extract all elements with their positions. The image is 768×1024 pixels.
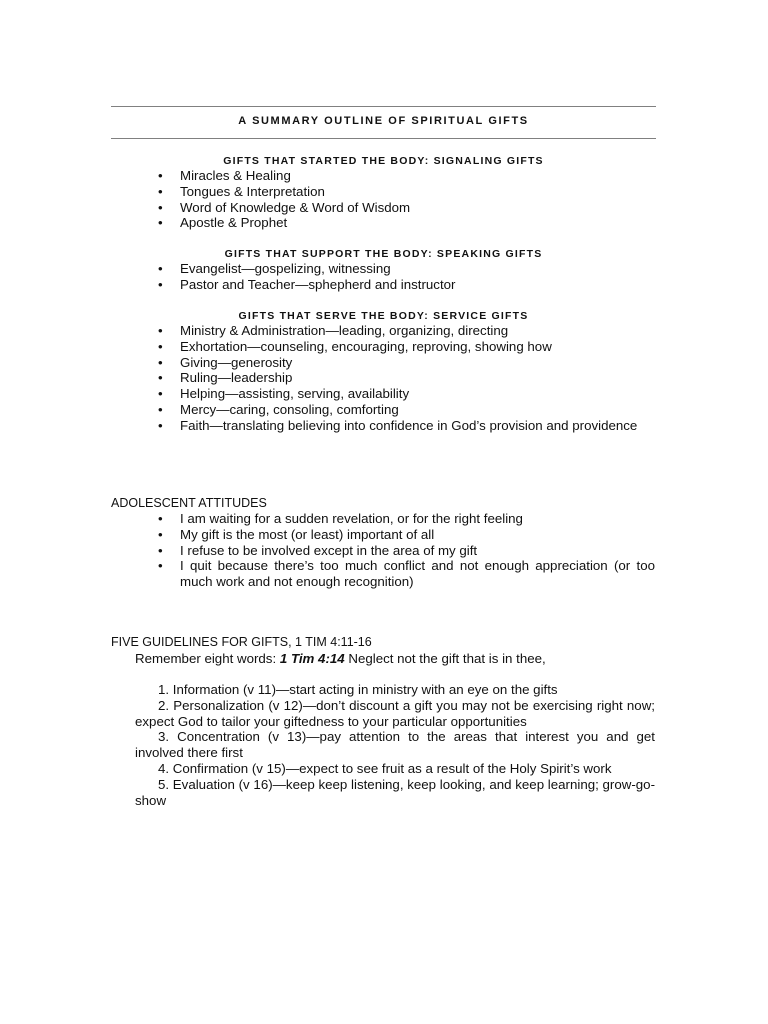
- guidelines-list: [135, 682, 655, 808]
- list-item: [155, 402, 655, 418]
- guideline-item: 2. Personalization (v 12)—don’t discount a gift you may not be exercising right now; expect God to tailor your giftedness to your particular opportunities: [135, 697, 655, 729]
- list-item-text: I am waiting for a sudden revelation, or for the right feeling: [180, 511, 523, 526]
- speaking-gifts-list: [155, 261, 655, 293]
- list-item-text: Mercy—caring, consoling, comforting: [180, 401, 399, 417]
- list-item: [155, 386, 655, 402]
- adolescent-attitudes-list: [155, 511, 655, 590]
- list-item-text: Tongues & Interpretation: [180, 183, 325, 199]
- list-item-text: I refuse to be involved except in the area of my gift: [180, 542, 478, 558]
- bullet-icon: •: [158, 386, 163, 402]
- list-item: [155, 511, 655, 527]
- list-item-text: Exhortation—counseling, encouraging, reproving, showing how: [180, 338, 552, 354]
- bullet-icon: •: [158, 323, 163, 338]
- signaling-gifts-list: [155, 168, 655, 231]
- scripture-reference: 1 Tim 4:14: [279, 651, 345, 666]
- bullet-icon: •: [158, 199, 163, 215]
- list-item-text: Ruling—leadership: [180, 370, 293, 386]
- adolescent-attitudes-heading: ADOLESCENT ATTITUDES: [111, 496, 267, 510]
- list-item: [155, 339, 655, 355]
- list-item-text: Evangelist—gospelizing, witnessing: [180, 261, 391, 276]
- list-item: [155, 215, 655, 231]
- list-item: [155, 261, 655, 277]
- bullet-icon: •: [158, 261, 163, 276]
- list-item-text: Ministry & Administration—leading, organizing, directing: [180, 323, 509, 338]
- list-item: [155, 527, 655, 543]
- bullet-icon: •: [158, 401, 163, 417]
- bullet-icon: •: [158, 183, 163, 199]
- list-item-text: My gift is the most (or least) important of all: [180, 526, 435, 542]
- list-item-text: Faith—translating believing into confidence in God’s provision and providence: [180, 417, 638, 433]
- title-rule-top: [111, 106, 656, 107]
- remember-line: [135, 651, 546, 666]
- bullet-icon: •: [158, 338, 163, 354]
- guideline-item: 1. Information (v 11)—start acting in ministry with an eye on the gifts: [158, 682, 558, 697]
- list-item: [155, 277, 655, 293]
- bullet-icon: •: [158, 354, 163, 370]
- list-item: [155, 558, 655, 590]
- remember-suffix: Neglect not the gift that is in thee,: [344, 651, 546, 666]
- list-item: [155, 323, 655, 339]
- list-item: [155, 200, 655, 216]
- section-heading-signaling: GIFTS THAT STARTED THE BODY: SIGNALING GIFTS: [223, 155, 544, 167]
- bullet-icon: •: [158, 276, 163, 292]
- title-rule-bottom: [111, 138, 656, 139]
- list-item-text: Helping—assisting, serving, availability: [180, 386, 410, 402]
- guideline-item: 5. Evaluation (v 16)—keep keep listening, keep looking, and keep learning; grow-go-show: [135, 776, 655, 808]
- bullet-icon: •: [158, 511, 163, 526]
- remember-prefix: Remember eight words:: [135, 651, 280, 666]
- document-title: A SUMMARY OUTLINE OF SPIRITUAL GIFTS: [238, 115, 529, 127]
- service-gifts-list: [155, 323, 655, 434]
- list-item: [155, 418, 655, 434]
- list-item-text: Miracles & Healing: [180, 168, 291, 183]
- section-heading-speaking: GIFTS THAT SUPPORT THE BODY: SPEAKING GIFTS: [224, 248, 543, 260]
- bullet-icon: •: [158, 168, 163, 183]
- list-item-text: I quit because there’s too much conflict and not enough appreciation (or too much work and not enough recognition): [180, 558, 655, 590]
- bullet-icon: •: [158, 526, 163, 542]
- bullet-icon: •: [158, 542, 163, 558]
- list-item: [155, 370, 655, 386]
- guideline-item: 3. Concentration (v 13)—pay attention to the areas that interest you and get involved there first: [135, 729, 655, 761]
- list-item-text: Pastor and Teacher—sphepherd and instructor: [180, 276, 456, 292]
- list-item-text: Giving—generosity: [180, 354, 293, 370]
- guidelines-heading: FIVE GUIDELINES FOR GIFTS, 1 TIM 4:11-16: [111, 635, 372, 649]
- list-item: [155, 543, 655, 559]
- list-item: [155, 184, 655, 200]
- guideline-item: 4. Confirmation (v 15)—expect to see fruit as a result of the Holy Spirit’s work: [158, 760, 612, 776]
- list-item: [155, 355, 655, 371]
- bullet-icon: •: [158, 417, 163, 433]
- list-item-text: Apostle & Prophet: [180, 215, 288, 231]
- section-heading-service: GIFTS THAT SERVE THE BODY: SERVICE GIFTS: [238, 310, 529, 322]
- bullet-icon: •: [158, 558, 163, 574]
- list-item-text: Word of Knowledge & Word of Wisdom: [180, 199, 411, 215]
- bullet-icon: •: [158, 370, 163, 386]
- bullet-icon: •: [158, 215, 163, 231]
- list-item: [155, 168, 655, 184]
